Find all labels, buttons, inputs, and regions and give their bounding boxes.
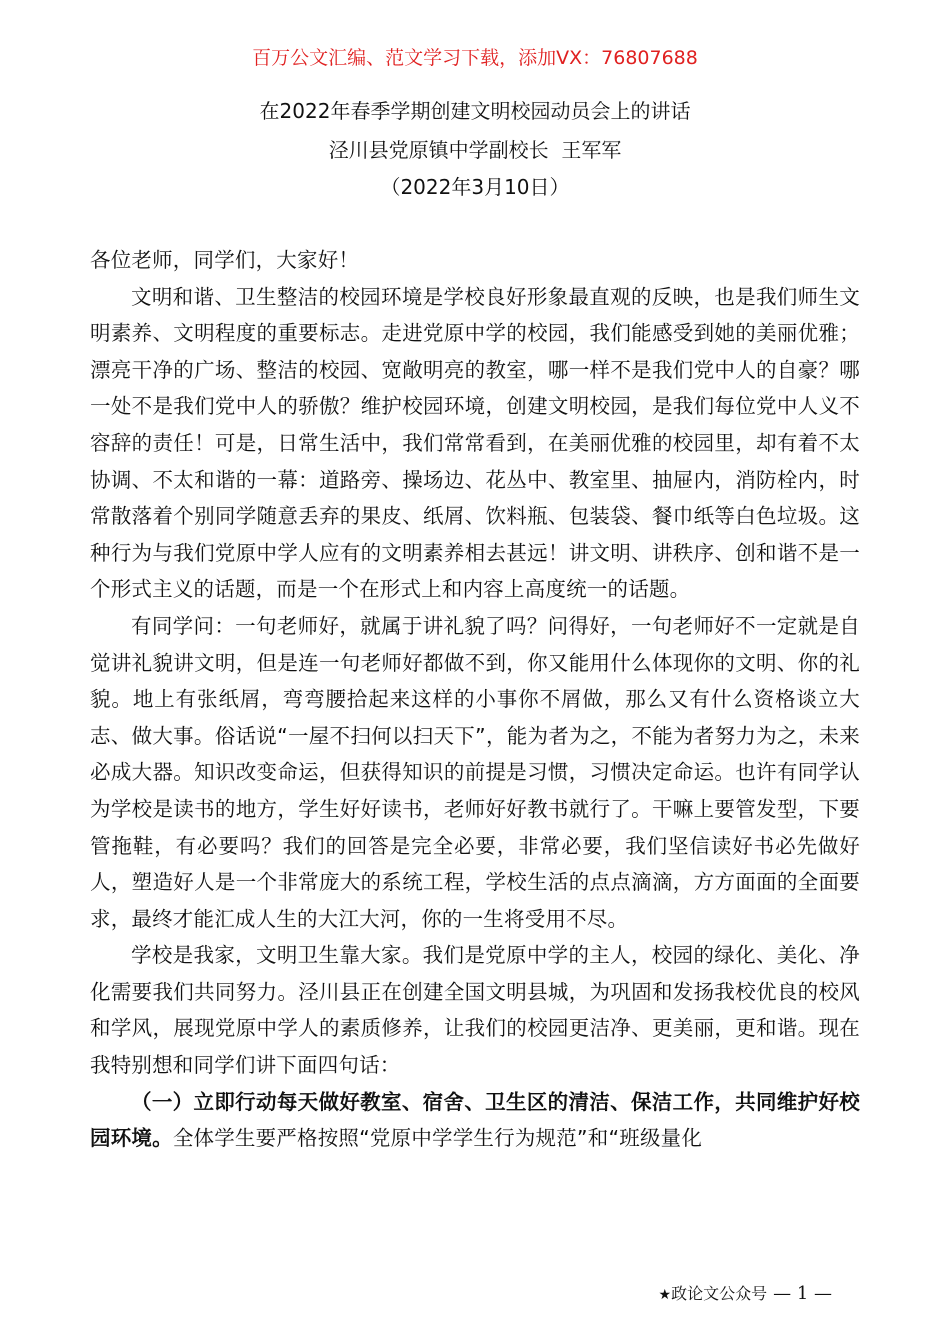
paragraph-3: 学校是我家，文明卫生靠大家。我们是党原中学的主人，校园的绿化、美化、净化需要我们共同努力。泾川县正在创建全国文明县城，为巩固和发扬我校优良的校风和学风，展现党原中学人的素质修养，让我们的校园更洁净、更美丽，更和谐。现在我特别想和同学们讲下面四句话： <box>90 943 860 1078</box>
paragraph-2: 有同学问：一句老师好，就属于讲礼貌了吗？问得好，一句老师好不一定就是自觉讲礼貌讲文明，但是连一句老师好都做不到，你又能用什么体现你的文明、你的礼貌。地上有张纸屑，弯弯腰拾起来这样的小事你不屑做，那么又有什么资格谈立大志、做大事。俗话说“一屋不扫何以扫天下”，能为者为之，不能为者努力为之，未来必成大器。知识改变命运，但获得知识的前提是习惯，习惯决定命运。也许有同学认为学校是读书的地方，学生好好读书，老师好好教书就行了。干嘛上要管发型，下要管拖鞋，有必要吗？我们的回答是完全必要，非常必要，我们坚信读好书必先做好人，塑造好人是一个非常庞大的系统工程，学校生活的点点滴滴，方方面面的全面要求，最终才能汇成人生的大江大河，你的一生将受用不尽。 <box>90 613 860 931</box>
paragraph-1: 文明和谐、卫生整洁的校园环境是学校良好形象最直观的反映，也是我们师生文明素养、文明程度的重要标志。走进党原中学的校园，我们能感受到她的美丽优雅；漂亮干净的广场、整洁的校园、宽敞明亮的教室，哪一样不是我们党中人的自豪？哪一处不是我们党中人的骄傲？维护校园环境，创建文明校园，是我们每位党中人义不容辞的责任！可是，日常生活中，我们常常看到，在美丽优雅的校园里，却有着不太协调、不太和谐的一幕：道路旁、操场边、花丛中、教室里、抽屉内，消防栓内，时常散落着个别同学随意丢弃的果皮、纸屑、饮料瓶、包装袋、餐巾纸等白色垃圾。这种行为与我们党原中学人应有的文明素养相去甚远！讲文明、讲秩序、创和谐不是一个形式主义的话题，而是一个在形式上和内容上高度统一的话题。 <box>90 284 860 602</box>
footer-label: 政论文公众号 <box>671 1284 768 1303</box>
paragraph-item-1 <box>90 1084 860 1157</box>
speech-body <box>90 242 860 1157</box>
watermark-banner: 百万公文汇编、范文学习下载，添加VX：76807688 <box>252 47 698 69</box>
star-icon: ★ <box>658 1287 672 1303</box>
greeting: 各位老师，同学们，大家好！ <box>90 248 360 272</box>
item-1-text: 全体学生要严格按照“党原中学学生行为规范”和“班级量化 <box>172 1126 703 1151</box>
item-1-heading: （一）立即行动每天做好教室、宿舍、卫生区的清洁、保洁工作，共同维护好校园环境。 <box>90 1089 860 1151</box>
speech-author: 泾川县党原镇中学副校长 王军军 <box>328 138 622 162</box>
page-number: — 1 — <box>773 1283 832 1304</box>
speech-title: 在2022年春季学期创建文明校园动员会上的讲话 <box>259 99 691 123</box>
speech-date: （2022年3月10日） <box>380 175 570 199</box>
page-footer <box>659 1282 832 1307</box>
